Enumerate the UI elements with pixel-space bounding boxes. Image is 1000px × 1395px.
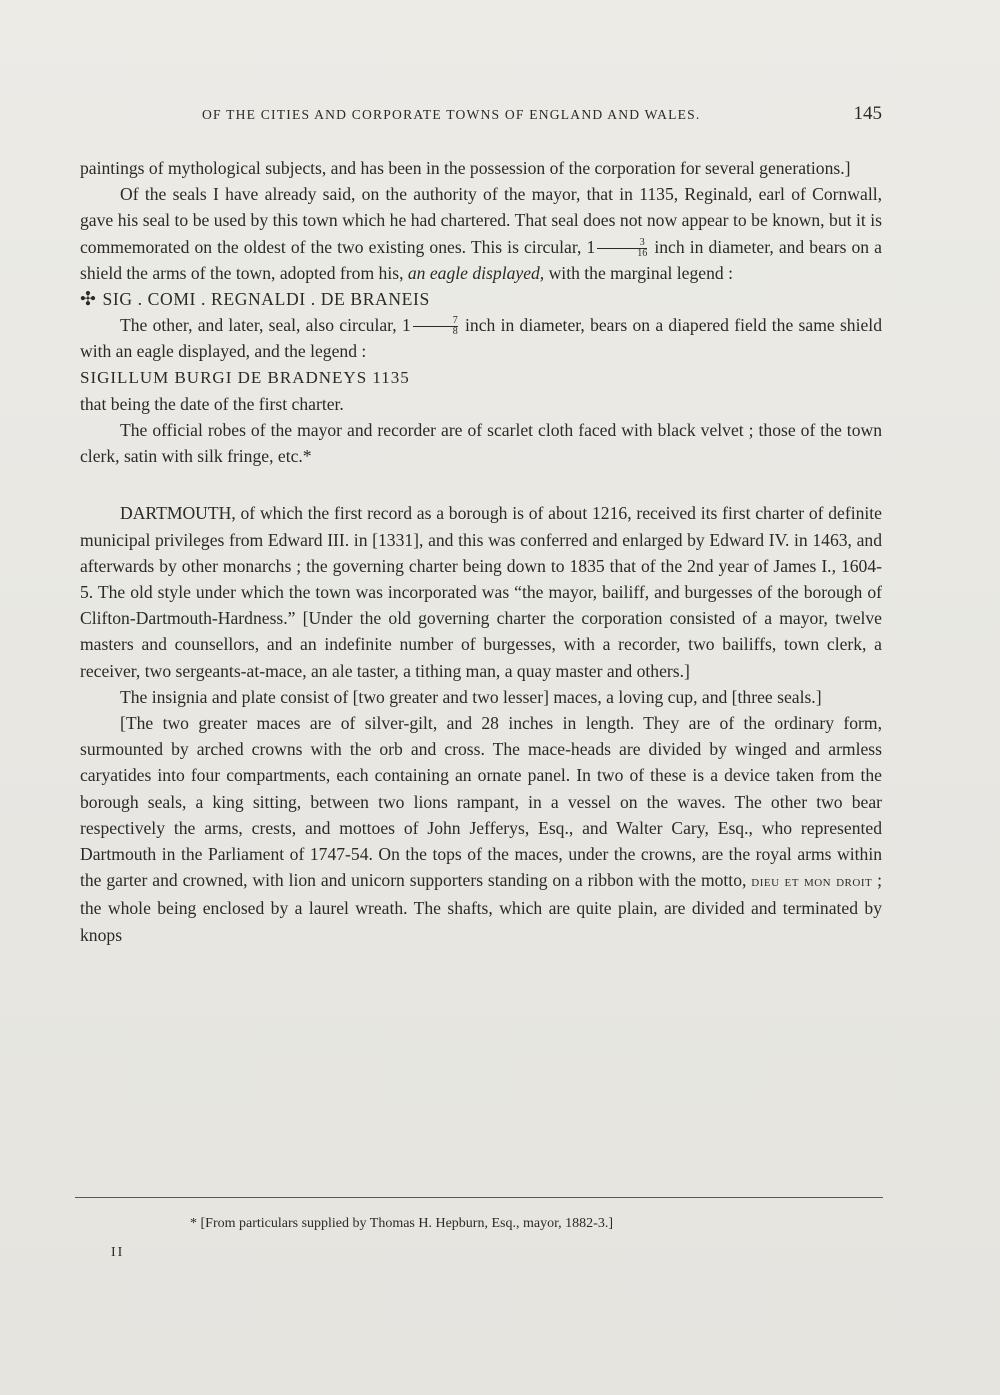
paragraph-later-seal [80, 312, 882, 364]
fraction-numerator: 7 [413, 316, 458, 327]
paragraph-maces [80, 710, 882, 948]
paragraph-seals [80, 181, 882, 286]
fraction-denominator: 8 [452, 326, 458, 338]
text-run: inch in diameter, and bears on a shield the arms of the town, adopted from his, [80, 236, 882, 283]
cross-icon: ✣ [80, 288, 97, 311]
text-run: inch in diameter, bears on a diapered field the same shield with an eagle displayed, and the legend : [80, 315, 882, 362]
italic-phrase: an eagle displayed, [407, 262, 545, 283]
running-head: OF THE CITIES AND CORPORATE TOWNS OF ENGLAND AND WALES. [202, 107, 701, 122]
fraction [597, 238, 647, 259]
body-text [80, 155, 882, 948]
text-run: The other, and later, seal, also circular, 1 [120, 315, 411, 336]
paragraph: that being the date of the first charter. [80, 393, 344, 414]
section-break [80, 469, 882, 500]
paragraph-insignia: The insignia and plate consist of [two greater and two lesser] maces, a loving cup, and [three seals.] [120, 686, 822, 707]
motto: dieu et mon droit [751, 873, 873, 891]
paragraph-robes: The official robes of the mayor and recorder are of scarlet cloth faced with black velvet ; those of the town clerk, satin with silk fringe, etc.* [80, 420, 882, 467]
fraction [413, 316, 458, 337]
fraction-denominator: 16 [637, 247, 648, 259]
signature-mark: II [111, 1245, 125, 1260]
text-run: ; the whole being enclosed by a laurel wreath. The shafts, which are quite plain, are divided and terminated by knops [80, 870, 882, 945]
footnote: * [From particulars supplied by Thomas H. Hepburn, Esq., mayor, 1882-3.] [190, 1216, 614, 1231]
text-run: with the marginal legend : [544, 262, 733, 283]
fraction-numerator: 3 [597, 238, 647, 249]
footnote-rule [75, 1197, 883, 1198]
seal-legend-2: SIGILLUM BURGI DE BRADNEYS 1135 [80, 367, 410, 387]
page-header [80, 103, 882, 131]
page-number: 145 [853, 103, 882, 124]
text-run: [The two greater maces are of silver-gilt, and 28 inches in length. They are of the ordinary form, surmounted by arched crowns with the orb and cross. The mace-heads are divided by winged and armless caryatides into four compartments, each containing an ornate panel. In two of these is a device taken from the borough seals, a king sitting, between two lions rampant, in a vessel on the waves. The other two bear respectively the arms, crests, and mottoes of John Jefferys, Esq., and Walter Cary, Esq., who represented Dartmouth in the Parliament of 1747-54. On the tops of the maces, under the crowns, are the royal arms within the garter and crowned, with lion and unicorn supporters standing on a ribbon with the motto, [80, 713, 882, 891]
text-run: Of the seals I have already said, on the authority of the mayor, that in 1135, Reginald, earl of Cornwall, gave his seal to be used by this town which he had chartered. That seal does not now appear to be known, but it is commemorated on the oldest of the two existing ones. This is circular, 1 [80, 184, 882, 257]
paragraph-dartmouth: DARTMOUTH, of which the first record as a borough is of about 1216, received its first charter of definite municipal privileges from Edward III. in [1331], and this was conferred and enlarged by Edward IV. in 1463, and afterwards by other monarchs ; the governing charter being down to 1835 that of the 2nd year of James I., 1604-5. The old style under which the town was incorporated was “the mayor, bailiff, and burgesses of the borough of Clifton-Dartmouth-Hardness.” [Under the old governing charter the corporation consisted of a mayor, twelve masters and counsellors, and an indefinite number of burgesses, with a recorder, two bailiffs, town clerk, a receiver, two sergeants-at-mace, an ale taster, a tithing man, a quay master and others.] [80, 503, 882, 681]
legend-text: SIG . COMI . REGNALDI . DE BRANEIS [102, 289, 430, 310]
seal-legend-1 [80, 286, 882, 312]
paragraph: paintings of mythological subjects, and has been in the possession of the corporation for several generations.] [80, 158, 851, 178]
